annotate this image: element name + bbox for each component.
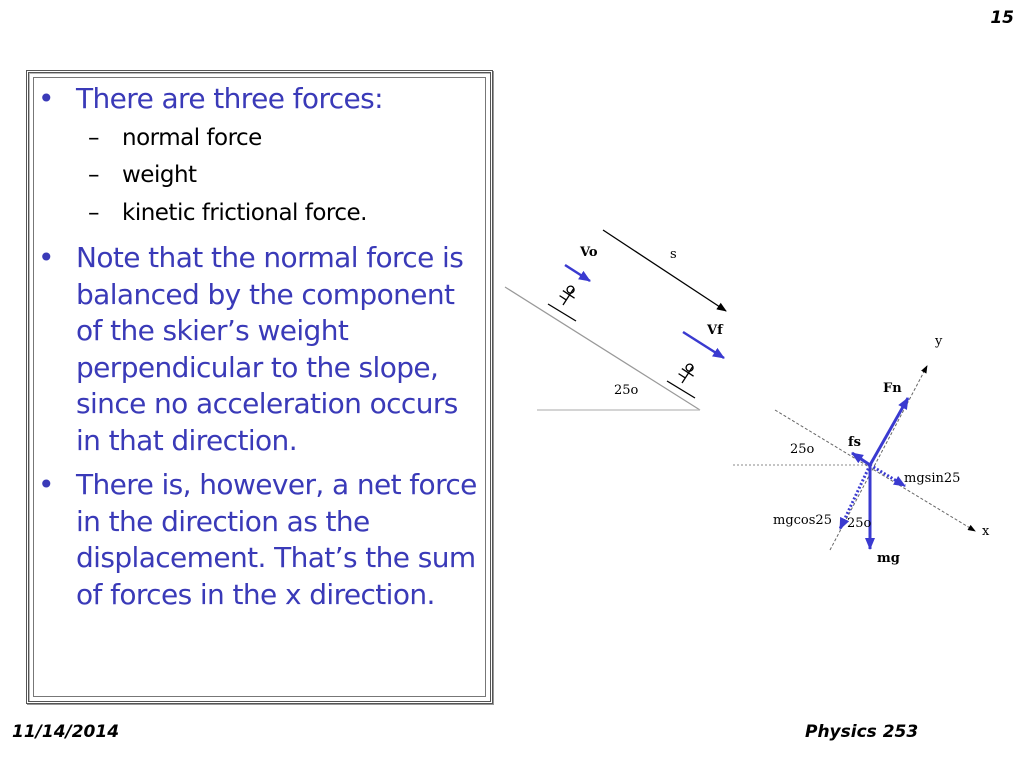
bullet-1-text: There are three forces: — [76, 82, 383, 115]
sub-item-normal-force: – normal force — [76, 120, 486, 158]
bullet-1 — [38, 81, 486, 232]
footer-date: 11/14/2014 — [12, 722, 120, 742]
angle-label-2: 25o — [847, 516, 872, 531]
fn-arrow — [870, 398, 908, 465]
bullet-1-sublist — [76, 120, 486, 233]
y-axis — [830, 366, 927, 550]
slide-number: 15 — [990, 8, 1014, 28]
bullet-3-text: There is, however, a net force in the direction as the displacement. That’s the sum of forces in the x direction. — [76, 468, 477, 611]
vf-label: Vf — [707, 323, 723, 338]
sub-item-weight: – weight — [76, 157, 486, 195]
ski-1 — [548, 304, 576, 321]
skier-force-diagram — [500, 220, 1000, 580]
slope-line — [505, 287, 700, 410]
skier-figure-2 — [675, 361, 698, 386]
mgsin-arrow — [870, 465, 905, 486]
slope-angle-label: 25o — [614, 383, 639, 398]
displacement-label: s — [670, 247, 677, 262]
angle-label-1: 25o — [790, 442, 815, 457]
mgsin-label: mgsin25 — [904, 471, 961, 486]
vo-label: Vo — [580, 245, 598, 260]
bullet-3 — [38, 467, 486, 613]
skier-figure-1 — [556, 283, 579, 308]
bullet-2-text: Note that the normal force is balanced by the component of the skier’s weight perpendicular to the slope, since no acceleration occurs in that direction. — [76, 241, 464, 457]
fs-label: fs — [848, 435, 861, 450]
ski-2 — [667, 381, 695, 398]
bullet-list — [38, 81, 486, 621]
x-axis-label: x — [982, 524, 990, 539]
footer-course: Physics 253 — [805, 722, 919, 742]
fn-label: Fn — [883, 381, 902, 396]
bullet-2 — [38, 240, 486, 459]
vo-arrow — [565, 265, 590, 281]
y-axis-label: y — [935, 334, 943, 349]
mgcos-label: mgcos25 — [773, 513, 832, 528]
displacement-arrow — [603, 230, 726, 311]
fs-arrow — [852, 453, 870, 465]
sub-item-kinetic-friction: – kinetic frictional force. — [76, 195, 486, 233]
mg-label: mg — [877, 551, 900, 566]
